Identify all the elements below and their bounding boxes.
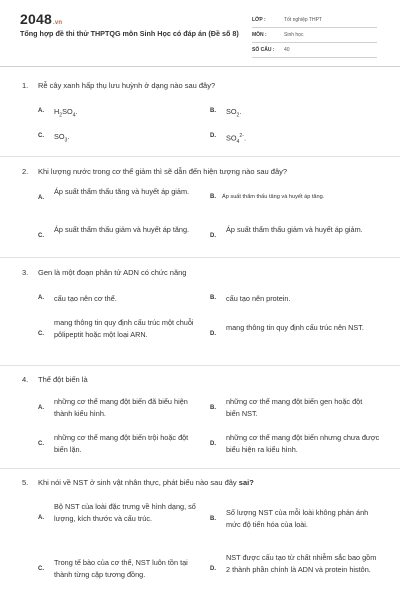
header-divider (0, 66, 400, 67)
option-text: $SO_3$. (54, 132, 70, 144)
option-letter: D. (210, 566, 216, 572)
option-text: những cơ thể mang đột biến gen hoặc đột biến NST. (226, 397, 363, 418)
question-divider (0, 156, 400, 157)
option-text: cấu tạo nên cơ thể. (54, 294, 117, 303)
option-text: Bộ NST của loài đặc trưng về hình dạng, số lượng, kích thước và cấu trúc. (54, 502, 196, 523)
question-prompt: Rễ cây xanh hấp thụ lưu huỳnh ở dạng nào sau đây? (38, 81, 216, 90)
question-text (22, 477, 382, 488)
exam-meta-table (252, 13, 377, 58)
option-letter: C. (38, 133, 44, 139)
meta-label: MÔN : (252, 32, 267, 38)
question-number: 2. (22, 167, 29, 176)
option-letter: D. (210, 331, 216, 337)
meta-value: Sinh học (284, 32, 304, 38)
option-text: NST được cấu tạo từ chất nhiễm sắc bao gồm 2 thành phần chính là ADN và protein histôn. (226, 553, 377, 574)
question-number: 1. (22, 81, 29, 90)
question-divider (0, 365, 400, 366)
question-number: 5. (22, 478, 29, 487)
option-letter: D. (210, 441, 216, 447)
question-prompt: Khi nói về NST ở sinh vật nhân thực, phát biểu nào sau đây (38, 478, 237, 487)
option-text: những cơ thể mang đột biến trội hoặc đột biến lặn. (54, 433, 189, 454)
question-text (22, 80, 382, 91)
option-text: Áp suất thẩm thấu tăng và huyết áp tăng. (222, 194, 325, 200)
question-text (22, 166, 382, 177)
question-prompt: Khi lượng nước trong cơ thể giảm thì sẽ dẫn đến hiện tượng nào sau đây? (38, 167, 288, 176)
site-logo[interactable]: 2048.vn (20, 11, 63, 27)
document-header (0, 0, 400, 64)
option-text: Áp suất thẩm thấu tăng và huyết áp giảm. (54, 187, 190, 196)
option-letter: C. (38, 441, 44, 447)
option-letter: B. (210, 108, 216, 114)
option-letter: B. (210, 194, 216, 200)
option-letter: B. (210, 405, 216, 411)
option-letter: C. (38, 566, 44, 572)
option-letter: D. (210, 133, 216, 139)
option-letter: B. (210, 516, 216, 522)
option-letter: B. (210, 295, 216, 301)
meta-row-class (252, 13, 377, 28)
option-text: những cơ thể mang đột biến nhưng chưa được biểu hiện ra kiểu hình. (226, 433, 380, 454)
question-number: 4. (22, 375, 29, 384)
meta-label: SỐ CÂU : (252, 47, 275, 53)
meta-row-subject (252, 28, 377, 43)
option-letter: A. (38, 295, 44, 301)
option-text: $H_2SO_4$. (54, 107, 78, 119)
option-text: Trong tế bào của cơ thể, NST luôn tồn tại thành từng cặp tương đồng. (54, 558, 188, 579)
option-text: những cơ thể mang đột biến đã biểu hiện thành kiểu hình. (54, 397, 188, 418)
question-emphasis: sai? (238, 478, 254, 487)
option-text: Số lượng NST của mỗi loài không phản ánh mức độ tiến hóa của loài. (226, 508, 369, 529)
option-letter: A. (38, 108, 44, 114)
option-text: cấu tạo nên protein. (226, 294, 291, 303)
option-text: mang thông tin quy định cấu trúc nên NST. (226, 323, 364, 332)
option-text: $SO_4^{2-}$. (226, 133, 246, 145)
question-divider (0, 468, 400, 469)
meta-value: Tốt nghiệp THPT (284, 17, 322, 23)
question-text (22, 267, 382, 278)
option-letter: D. (210, 233, 216, 239)
question-number: 3. (22, 268, 29, 277)
meta-row-count (252, 43, 377, 58)
meta-value: 40 (284, 47, 290, 53)
question-text (22, 374, 382, 385)
option-letter: A. (38, 515, 44, 521)
document-title: Tổng hợp đề thi thử THPTQG môn Sinh Học có đáp án (Đề số 8) (20, 29, 239, 38)
option-text: Áp suất thẩm thấu giảm và huyết áp tăng. (54, 225, 190, 234)
question-prompt: Gen là một đoạn phân tử ADN có chức năng (38, 268, 187, 277)
option-letter: C. (38, 331, 44, 337)
option-text: $SO_2$. (226, 107, 242, 119)
option-text: mang thông tin quy định cấu trúc một chuỗi pôlipeptit hoặc một loại ARN. (54, 318, 194, 339)
question-prompt: Thể đột biến là (38, 375, 88, 384)
option-letter: C. (38, 233, 44, 239)
option-letter: A. (38, 195, 44, 201)
meta-label: LỚP : (252, 17, 266, 23)
question-divider (0, 257, 400, 258)
option-text: Áp suất thẩm thấu giảm và huyết áp giảm. (226, 225, 363, 234)
option-letter: A. (38, 405, 44, 411)
